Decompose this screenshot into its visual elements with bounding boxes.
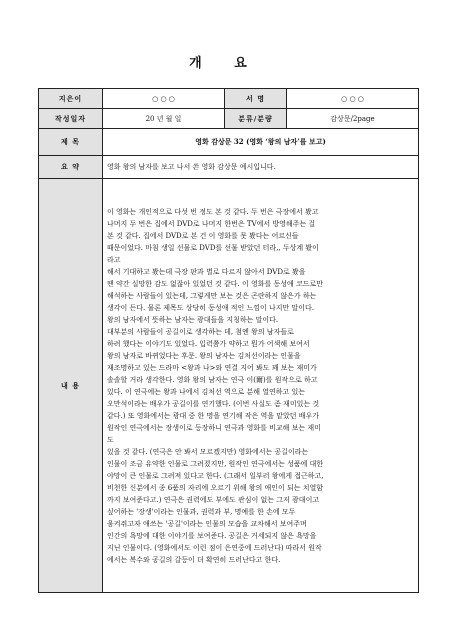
subject-row (39, 129, 419, 156)
author-label: 지은이 (39, 89, 103, 109)
summary-row (39, 156, 419, 179)
content-line: 인간의 욕망에 대한 이야기를 보여준다. 공길은 거세되지 않은 욕망을 (107, 531, 317, 540)
summary-label: 요 약 (39, 156, 103, 179)
summary-value: 영화 왕의 남자를 보고 나서 쓴 영화 감상문 예시입니다. (103, 156, 419, 179)
content-line: 비천한 신분에서 종 6품의 자리에 오르기 위해 왕의 애인이 되는 치열함 (107, 483, 324, 492)
content-line: 있다. 이 연극에는 왕과 나에서 김처선 역으로 분해 열연하고 있는 (107, 387, 306, 396)
subject-label: 제 목 (39, 129, 103, 156)
content-line: 있을 것 같다. (연극은 안 봐서 모르겠지만) 영화에서는 공길이라는 (107, 447, 309, 456)
content-line: 싶어하는 '장생'이라는 인물과, 권력과 부, 명예를 한 손에 모두 (107, 507, 296, 516)
name-label: 서 명 (225, 89, 287, 109)
category-value: 감상문/2page (287, 109, 419, 129)
content-line: 인물이 조금 유약한 인물로 그려졌지만, 원작인 연극에서는 성품에 대한 (107, 459, 324, 468)
content-line: 재조명하고 있는 드라마 <왕과 나>와 연결 지어 봐도 꽤 보는 재미가 (107, 363, 317, 372)
content-line: 원작인 연극에서는 장생이로 등장하니 연극과 영화를 비교해 보는 재미 (107, 423, 321, 432)
content-line: 까지 보여준다고.) 연극은 권력에도 부에도 관심이 없는 그저 광대이고 (107, 495, 320, 504)
content-label: 내 용 (39, 179, 103, 593)
date-label: 작성일자 (39, 109, 103, 129)
content-row (39, 179, 419, 593)
content-line: 때문이었다. 마침 생일 선물로 DVD를 선물 받았던 터라,, 두상계 봤이 (107, 243, 319, 252)
content-line: 야망이 큰 인물로 그려져 있다고 한다. (그래서 일부러 왕에게 접근하고, (107, 471, 324, 480)
subject-value: 영화 감상문 32 (영화 ‘왕의 남자’를 보고) (103, 129, 419, 156)
content-line: 땐 약간 실망한 감도 없잖아 있었던 것 같다. 이 영화를 동성애 코드로만 (107, 279, 324, 288)
category-label: 분류/분량 (225, 109, 287, 129)
content-line: 지닌 인물이다. (영화에서도 이런 점이 은연중에 드러난다) 따라서 원작 (107, 543, 322, 552)
content-line: 도 (107, 435, 114, 444)
document-title: 개 요 (189, 56, 261, 71)
content-line: 하려 했다는 이야기도 있었다. 입력쯤가 약하고 뭔가 어색해 보여서 (107, 339, 310, 348)
date-value: 20 년 월 일 (103, 109, 225, 129)
content-line: 대부분의 사람들이 공길이로 생각하는 데, 첨엔 왕의 남자들로 (107, 327, 294, 336)
author-row (39, 89, 419, 109)
content-line: 나머지 두 번은 집에서 DVD로 나머지 한번은 TV에서 방영해주는 걸 (107, 219, 316, 228)
content-cell (103, 179, 419, 593)
content-line: 라고 (107, 255, 121, 264)
content-line: 솔솔할 거라 생각한다. 영화 왕의 남자는 연극 이(爾)를 원작으로 하고 (107, 375, 318, 384)
content-line: 해서 기대하고 봤는데 극장 판과 별로 다르지 않아서 DVD로 봤을 (107, 267, 306, 276)
content-line: 같다.) 또 영화에서는 광대 중 한 명을 연기해 작은 역을 맡았던 배우가 (107, 411, 320, 420)
overview-table (38, 88, 419, 593)
content-line: 왕의 남자에서 뜻하는 남자는 광대들을 지칭하는 말이다. (107, 315, 279, 324)
content-line: 이 영화는 개인적으로 다섯 번 정도 본 것 같다. 두 번은 극장에서 봤고 (107, 207, 319, 216)
name-value: ○ ○ ○ (287, 89, 419, 109)
author-value: ○ ○ ○ (103, 89, 225, 109)
date-row (39, 109, 419, 129)
content-line: 움켜쥐고자 애쓰는 '공길'이라는 인물의 모습을 교차해서 보여주며 (107, 519, 307, 528)
content-line: 본 것 같다. 집에서 DVD로 본 건 이 영화를 못 봤다는 어르신들 (107, 231, 299, 240)
content-line: 왕의 남자로 바뀌었다는 후문. 왕의 남자는 김처선이라는 인물을 (107, 351, 301, 360)
content-line: 오만석이라는 배우가 공길이를 연기했다. (이번 사실도 좀 재미있는 것 (107, 399, 320, 408)
content-line: 에서는 복수와 공길의 갈등이 더 확연히 드러난다고 한다. (107, 555, 281, 564)
content-paragraph (107, 206, 414, 566)
content-line: 해석하는 사람들이 있는데, 그렇게만 보는 것은 곤란하지 않은가 하는 (107, 291, 317, 300)
content-line: 생각이 든다. 물론 제목도 상당히 동성애 적인 느낌이 나지만 말이다. (107, 303, 315, 312)
